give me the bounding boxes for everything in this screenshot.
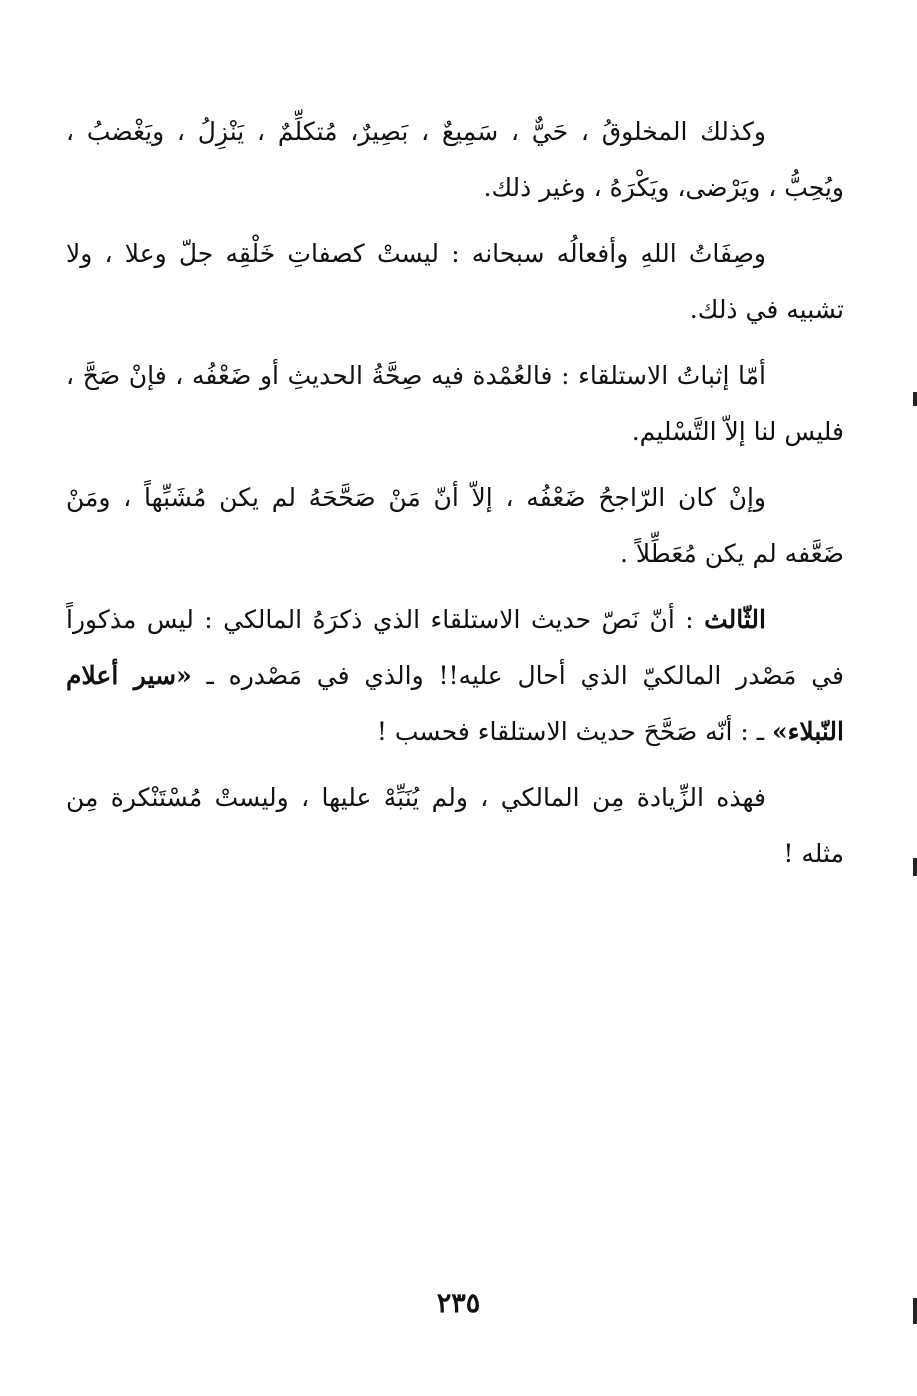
paragraph-4 xyxy=(66,470,844,582)
body-text xyxy=(66,104,844,892)
scan-edge-mark xyxy=(913,858,917,876)
paragraph-5 xyxy=(66,592,844,760)
paragraph-1-text: وكذلك المخلوقُ ، حَيٌّ ، سَمِيعٌ ، بَصِيرٌ، مُتكلِّمٌ ، يَنْزِلُ ، ويَغْضبُ ، ويُحِبُّ ، ويَرْضى، ويَكْرَهُ ، وغير ذلك. xyxy=(66,117,844,202)
paragraph-6-text: فهذه الزِّيادة مِن المالكي ، ولم يُنَبِّهْ عليها ، وليستْ مُسْتَنْكرة مِن مثله ! xyxy=(66,783,844,868)
paragraph-3-text: أمّا إثباتُ الاستلقاء : فالعُمْدة فيه صِحَّةُ الحديثِ أو ضَعْفُه ، فإنْ صَحَّ ، فليس لنا إلاّ التَّسْليم. xyxy=(66,361,844,446)
paragraph-2 xyxy=(66,226,844,338)
page-number: ٢٣٥ xyxy=(436,1288,481,1319)
paragraph-3 xyxy=(66,348,844,460)
paragraph-2-text: وصِفَاتُ اللهِ وأفعالُه سبحانه : ليستْ كصفاتِ خَلْقِه جلّ وعلا ، ولا تشبيه في ذلك. xyxy=(66,239,844,324)
paragraph-5-lead: الثّالث xyxy=(704,605,766,634)
scan-edge-mark xyxy=(913,392,917,406)
scan-edge-mark xyxy=(913,1298,917,1324)
paragraph-6 xyxy=(66,770,844,882)
paragraph-5-quote: «سير أعلام النّبلاء» xyxy=(66,661,844,746)
paragraph-5-text: : أنّ نَصّ حديث الاستلقاء الذي ذكرَهُ المالكي : ليس مذكوراً في مَصْدر المالكيّ الذي أحال عليه!! والذي في مَصْدره ـ xyxy=(66,605,845,690)
paragraph-1 xyxy=(66,104,844,216)
paragraph-5-tail: ـ : أنّه صَحَّحَ حديث الاستلقاء فحسب ! xyxy=(376,717,773,746)
paragraph-4-text: وإنْ كان الرّاجحُ ضَعْفُه ، إلاّ أنّ مَنْ صَحَّحَهُ لم يكن مُشَبِّهاً ، ومَنْ ضَعَّفه لم يكن مُعَطِّلاً . xyxy=(66,483,844,568)
